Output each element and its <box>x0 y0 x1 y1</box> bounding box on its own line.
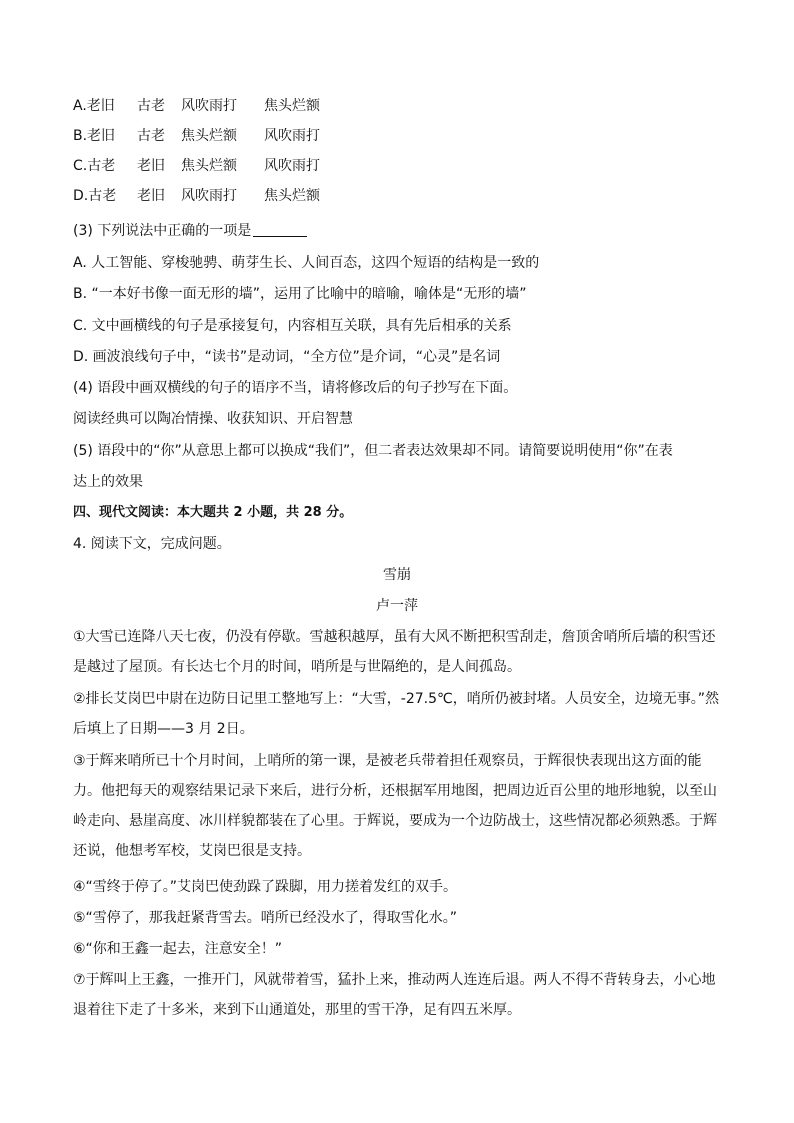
option-word: 焦头烂额 <box>264 188 320 204</box>
question-3-option-d: D. 画波浪线句子中，“读书”是动词，“全方位”是介词，“心灵”是名词 <box>73 349 501 365</box>
option-word: 风吹雨打 <box>181 188 237 204</box>
option-word: 风吹雨打 <box>264 128 320 144</box>
article-paragraph-7: ⑦于辉叫上王鑫，一推开门，风就带着雪，猛扑上来，推动两人连连后退。两人不得不背转身去，小心地退着往下走了十多米，来到下山通道处，那里的雪干净，足有四五米厚。 <box>73 972 716 1018</box>
answer-blank[interactable] <box>253 222 307 237</box>
option-b-row <box>73 126 320 146</box>
question-3-option-c: C. 文中画横线的句子是承接复句，内容相互关联，具有先后相承的关系 <box>73 318 512 334</box>
article-paragraph-1: ①大雪已连降八天七夜，仍没有停歇。雪越积越厚，虽有大风不断把积雪刮走，詹顶舍哨所后墙的积雪还是越过了屋顶。有长达七个月的时间，哨所是与世隔绝的，是人间孤岛。 <box>73 629 716 675</box>
section-heading: 四、现代文阅读：本大题共 2 小题，共 28 分。 <box>73 505 353 520</box>
article-title: 雪崩 <box>383 567 411 583</box>
question-3-text: (3) 下列说法中正确的一项是 <box>73 223 252 239</box>
question-3-option-b: B. “一本好书像一面无形的墙”，运用了比喻中的暗喻，喻体是“无形的墙” <box>73 286 527 302</box>
option-word: 古老 <box>137 128 165 144</box>
question-5-line-1: (5) 语段中的“你”从意思上都可以换成“我们”，但二者表达效果却不同。请简要说明使用“你”在表 <box>73 443 673 459</box>
option-word: 焦头烂额 <box>181 158 237 174</box>
option-word: 风吹雨打 <box>264 158 320 174</box>
option-word: 风吹雨打 <box>181 98 237 114</box>
question-5-line-2: 达上的效果 <box>73 474 143 490</box>
article-paragraph-6: ⑥“你和王鑫一起去，注意安全！” <box>73 941 283 957</box>
option-label: A.老旧 <box>73 98 115 114</box>
option-label: C.古老 <box>73 158 116 174</box>
option-label: D.古老 <box>73 188 117 204</box>
question-4-stem: (4) 语段中画双横线的句子的语序不当，请将修改后的句子抄写在下面。 <box>73 380 518 396</box>
question-4-sentence: 阅读经典可以陶冶情操、收获知识、开启智慧 <box>73 411 353 427</box>
option-word: 焦头烂额 <box>264 98 320 114</box>
option-c-row <box>73 156 320 176</box>
article-paragraph-5: ⑤“雪停了，那我赶紧背雪去。哨所已经没水了，得取雪化水。” <box>73 910 458 926</box>
option-a-row <box>73 96 320 116</box>
option-word: 古老 <box>137 98 165 114</box>
question-intro: 4. 阅读下文，完成问题。 <box>73 536 231 552</box>
article-paragraph-4: ④“雪终于停了。”艾岗巴使劲跺了跺脚，用力搓着发红的双手。 <box>73 879 458 895</box>
article-paragraph-2: ②排长艾岗巴中尉在边防日记里工整地写上：“大雪，-27.5℃，哨所仍被封堵。人员安全，边境无事。”然后填上了日期——3 月 2日。 <box>73 691 720 737</box>
article-author: 卢一萍 <box>376 598 418 614</box>
article-paragraph-3: ③于辉来哨所已十个月时间，上哨所的第一课，是被老兵带着担任观察员，于辉很快表现出这方面的能力。他把每天的观察结果记录下来后，进行分析，还根据军用地图，把周边近百公里的地形地貌，以至山岭走向、悬崖高度、冰川样貌都装在了心里。于辉说，要成为一个边防战士，这些情况都必须熟悉。于辉还说，他想考军校，艾岗巴很是支持。 <box>73 753 717 859</box>
option-word: 老旧 <box>137 188 165 204</box>
option-label: B.老旧 <box>73 128 116 144</box>
option-word: 老旧 <box>137 158 165 174</box>
question-3-stem <box>73 221 307 241</box>
option-word: 焦头烂额 <box>181 128 237 144</box>
option-d-row <box>73 186 320 206</box>
question-3-option-a: A. 人工智能、穿梭驰骋、萌芽生长、人间百态，这四个短语的结构是一致的 <box>73 255 540 271</box>
